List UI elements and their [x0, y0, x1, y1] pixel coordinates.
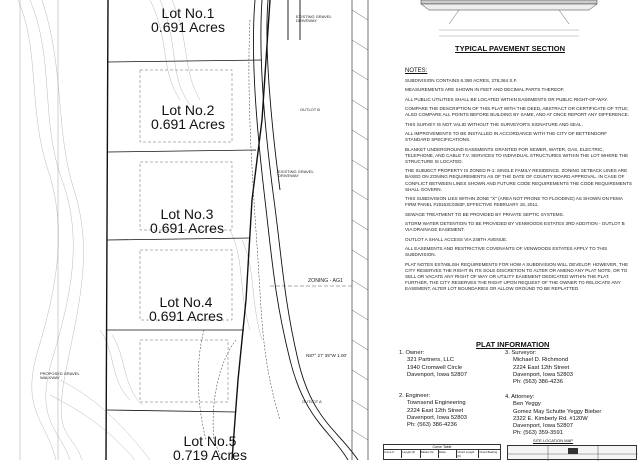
- notes-heading: NOTES:: [405, 68, 428, 74]
- pavement-section-diagram: [419, 0, 599, 42]
- lot-area: 0.691 Acres: [151, 116, 225, 133]
- lot-name: Lot No.1: [161, 5, 215, 21]
- lot-name: Lot No.2: [161, 102, 215, 118]
- note-item: ALL EASEMENTS AND RESTRICTIVE COVENANTS OF VENWOODS ESTATES APPLY TO THIS SUBDIVISION.: [405, 246, 608, 258]
- note-item: ALL PUBLIC UTILITIES SHALL BE LOCATED WITHIN EASEMENTS OR PUBLIC RIGHT-OF-WAY.: [405, 96, 608, 102]
- owner-block: [399, 350, 467, 379]
- lot-area: 0.719 Acres: [173, 447, 247, 464]
- sheet-notes-panel: [383, 0, 640, 460]
- lot-5-label: [171, 434, 249, 463]
- attorney-line: Gomez May Schutte Yeggy Bieber: [513, 408, 602, 415]
- note-item: SUBDIVISION CONTAINS 6.390 ACRES, 278,364 S.F.: [405, 78, 518, 83]
- note-item: SEWAGE TREATMENT TO BE PROVIDED BY PRIVATE SEPTIC SYSTEMS.: [405, 211, 564, 217]
- owner-line: Davenport, Iowa 52807: [407, 371, 467, 378]
- owner-label: 1. Owner:: [399, 350, 425, 356]
- existing-driveway-label: EXISTING GRAVEL DRIVEWAY: [278, 169, 314, 179]
- lot-2-label: [145, 103, 231, 132]
- curve-table-header: Chord Length (ft): [457, 450, 479, 458]
- zoning-label: ZONING - AG1: [308, 278, 343, 284]
- curve-table-header: Radius (ft): [421, 450, 439, 458]
- attorney-line: 2322 E. Kimberly Rd. #120W: [513, 415, 588, 422]
- surveyor-line: Ph: (563) 386-4236: [513, 379, 563, 386]
- lot-name: Lot No.4: [159, 294, 213, 310]
- curve-table-header: Delta: [439, 450, 457, 458]
- lot-3-label: [147, 207, 227, 236]
- surveyor-label: 3. Surveyor:: [505, 350, 537, 356]
- lot-name: Lot No.3: [160, 206, 214, 222]
- lot-4-label: [143, 295, 229, 324]
- curve-table-header-row: [384, 450, 500, 458]
- note-item: PLAT NOTES ESTABLISH REQUIREMENTS FOR HOW A SUBDIVISION WILL DEVELOP. HOWEVER, THE CITY RESERVES THE RIGHT IN ITS SOLE DISCRETION TO ALTER OR AMEND ANY PLAT NOTE, OR TO SELL OR VACATE ANY RIGHT OF WAY OR UTILITY EASEMENT DEDICATED WITHIN THE PLAT. FURTHER, THE CITY RESERVES THE RIGHT UPON REQUEST OF THE OWNER TO RELOCATE ANY EASEMENT, ALTER LOT BOUNDARIES OR ALLOW GROUND TO BE REPLATTED.: [405, 261, 629, 291]
- lot-area: 0.691 Acres: [151, 19, 225, 36]
- notes-list: [405, 78, 633, 295]
- engineer-line: 2224 East 12th Street: [407, 407, 464, 414]
- curve-table: [383, 444, 501, 460]
- owner-line: 321 Partners, LLC: [407, 357, 455, 364]
- surveyor-line: Davenport, Iowa 52803: [513, 371, 573, 378]
- note-item: ALL IMPROVEMENTS TO BE INSTALLED IN ACCORDANCE WITH THE CITY OF BETTENDORF STANDARD SPECIFICATIONS.: [405, 131, 608, 143]
- site-map-graphic: [508, 446, 638, 461]
- engineer-block: [399, 393, 467, 429]
- lot-area: 0.691 Acres: [149, 308, 223, 325]
- owner-line: 1940 Cromwell Circle: [407, 364, 463, 371]
- lot-1-label: [148, 6, 228, 35]
- gravel-walkway-label: PROPOSED GRAVEL WALKWAY: [40, 371, 80, 381]
- outlot-b-label: OUTLOT B: [300, 107, 320, 112]
- bearing-label: N87° 27' 35"W 1.00': [306, 353, 347, 358]
- site-location-map: [507, 445, 637, 460]
- attorney-line: Ben Yeggy: [513, 401, 541, 408]
- outlot-a-label: OUTLOT A: [302, 399, 322, 404]
- curve-table-header: Chord Bearing: [479, 450, 498, 454]
- lot-name: Lot No.5: [183, 433, 237, 449]
- road-lines: [253, 0, 358, 460]
- right-edge: [352, 0, 368, 460]
- plat-information-title: PLAT INFORMATION: [476, 340, 550, 349]
- pavement-section-title: TYPICAL PAVEMENT SECTION: [455, 44, 566, 53]
- engineer-line: Ph: (563) 386-4236: [407, 422, 457, 429]
- note-item: THIS SURVEY IS NOT VALID WITHOUT THE SURVEYOR'S SIGNATURE AND SEAL.: [405, 121, 583, 127]
- lot-area: 0.691 Acres: [150, 220, 224, 237]
- existing-driveway-label: EXISTING GRAVEL DRIVEWAY: [296, 14, 332, 24]
- note-item: BLANKET UNDERGROUND EASEMENTS GRANTED FOR SEWER, WATER, GAS, ELECTRIC, TELEPHONE, AND CABLE T.V. SERVICES TO INDIVIDUAL STRUCTURES WITHIN THE LOT WHERE THE STRUCTURE IS LOCATED.: [405, 146, 629, 164]
- note-item: COMPARE THE DESCRIPTION OF THIS PLAT WITH THE DEED, ABSTRACT OR CERTIFICATE OF TITLE; ALSO COMPARE ALL POINTS BEFORE BUILDING BY SAME, AND AT ONCE REPORT ANY DIFFERENCE.: [405, 106, 630, 118]
- surveyor-line: 2224 East 12th Street: [513, 364, 570, 371]
- attorney-line: Ph: (563) 359-3591: [513, 430, 563, 437]
- site-location-map-title: SITE LOCATION MAP: [533, 438, 573, 443]
- surveyor-line: Michael D. Richmond: [513, 357, 569, 364]
- engineer-label: 2. Engineer:: [399, 393, 431, 399]
- engineer-line: Townsend Engineering: [407, 400, 466, 407]
- attorney-block: [505, 394, 601, 438]
- curve-table-title: Curve Table: [384, 445, 500, 450]
- note-item: THIS SUBDIVISION LIES WITHIN ZONE "X" (AREA NOT PRONE TO FLOODING) AS SHOWN ON FEMA FIRM PANEL #19163C0383F, EFFECTIVE FEBRUARY 18, 2011.: [405, 196, 623, 208]
- curve-table-header: Curve #: [384, 450, 402, 458]
- engineer-line: Davenport, Iowa 52803: [407, 414, 467, 421]
- curve-table-header: Length (ft): [402, 450, 420, 458]
- note-item: OUTLOT A SHALL ACCESS VIA 248TH AVENUE.: [405, 236, 508, 242]
- attorney-line: Davenport, Iowa 52807: [513, 423, 573, 430]
- surveyor-block: [505, 350, 573, 386]
- note-item: STORM WATER DETENTION TO BE PROVIDED BY VENWOODS ESTATES 3RD ADDITION - OUTLOT B VIA DRAINAGE EASEMENT.: [405, 221, 625, 233]
- note-item: THE SUBJECT PROPERTY IS ZONED R-1: SINGLE FAMILY RESIDENCE. ZONING SETBACK LINES ARE BASED ON ZONING REQUIREMENTS AS OF THE DATE OF COUNTY BOARD APPROVAL. IN CASE OF CONFLICT BETWEEN LINES SHOWN AND FUTURE CODE REQUIREMENTS THE CODE REQUIREMENTS SHALL GOVERN.: [405, 168, 632, 192]
- attorney-label: 4. Attorney:: [505, 394, 535, 400]
- note-item: MEASUREMENTS ARE SHOWN IN FEET AND DECIMAL PARTS THEREOF.: [405, 87, 565, 93]
